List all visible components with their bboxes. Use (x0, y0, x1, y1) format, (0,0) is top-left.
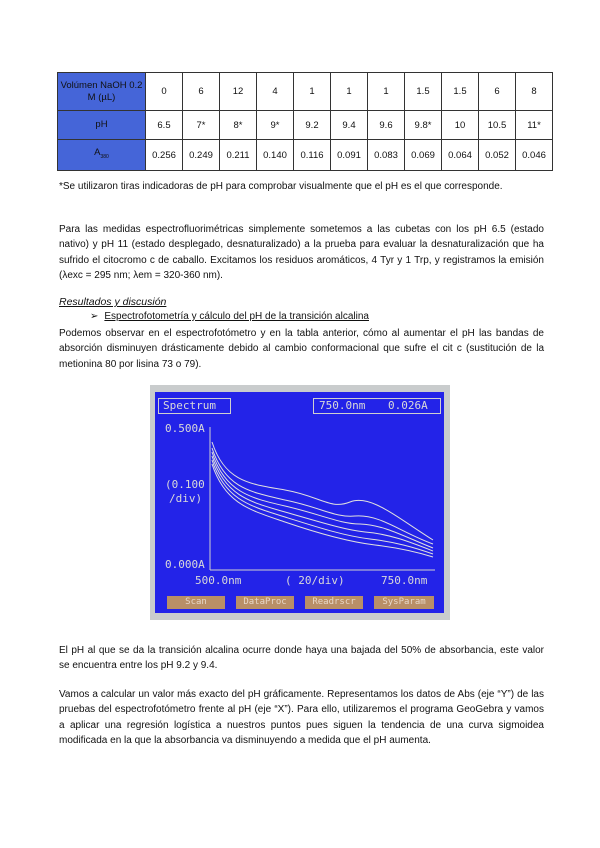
footnote: *Se utilizaron tiras indicadoras de pH para comprobar visualmente que el pH es el que corresponde. (59, 181, 503, 192)
table-cell: 8* (220, 111, 257, 140)
spectrometer-screen (155, 392, 444, 613)
method-paragraph: Vamos a calcular un valor más exacto del pH gráficamente. Representamos los datos de Abs (eje “Y”) de las pruebas del espectrofotómetro frente al pH (eje “X”). Para ello, utilizaremos el programa GeoGebra y vamos a aplicar una regresión logística a nuestros puntos pues siguen la tendencia de una curva sigmoidea modificada en la que la absorbancia va disminuyendo a medida que el pH aumenta. (59, 689, 544, 746)
table-cell: 4 (257, 73, 294, 111)
data-table (57, 72, 553, 171)
table-cell: 8 (516, 73, 553, 111)
absorbance-readout: 0.026A (388, 399, 428, 412)
table-cell: 12 (220, 73, 257, 111)
table-cell: 1 (331, 73, 368, 111)
row-header-absorbance: $A_{380}$ (58, 140, 146, 171)
table-cell: 0.091 (331, 140, 368, 171)
table-cell: 1 (368, 73, 405, 111)
bullet-arrow-icon: ➢ (90, 311, 99, 322)
data-proc-button[interactable]: DataProc (236, 596, 294, 609)
table-cell: 0.083 (368, 140, 405, 171)
table-cell: 6 (479, 73, 516, 111)
table-cell: 1 (294, 73, 331, 111)
spectrum-curve (212, 456, 433, 551)
table-cell: 0.052 (479, 140, 516, 171)
table-cell: 9.8* (405, 111, 442, 140)
section-heading: Resultados y discusión (59, 296, 167, 308)
results-paragraph: Podemos observar en el espectrofotómetro y en la tabla anterior, cómo al aumentar el pH las bandas de absorción disminuyen drásticamente debido al cambio conformacional que sufre el cit c (sustitución de la metionina 80 por lisina 73 o 79). (59, 328, 544, 370)
table-cell: 0.211 (220, 140, 257, 171)
x-axis-scale-label: ( 20/div) (285, 574, 345, 587)
readrscr-button[interactable]: Readrscr (305, 596, 363, 609)
table-cell: 7* (183, 111, 220, 140)
screen-title: Spectrum (163, 399, 216, 412)
spectrum-curve (212, 448, 433, 544)
intro-paragraph: Para las medidas espectrofluorimétricas simplemente sometemos a las cubetas con los pH 6.5 (estado nativo) y pH 11 (estado desplegado, desnaturalizado) a la prueba para evaluar la desnaturalización que ha sufrido el citocromo c de caballo. Excitamos los residuos aromáticos, 4 Tyr y 1 Trp, y registramos la emisión (λexc = 295 nm; λem = 320-360 nm). (59, 224, 544, 281)
table-cell: 0.256 (146, 140, 183, 171)
table-cell: 10.5 (479, 111, 516, 140)
table-cell: 9.4 (331, 111, 368, 140)
row-header-ph: pH (58, 111, 146, 140)
table-cell: 9.6 (368, 111, 405, 140)
scan-button[interactable]: Scan (167, 596, 225, 609)
transition-paragraph: El pH al que se da la transición alcalina ocurre donde haya una bajada del 50% de absorbancia, este valor se encuentra entre los pH 9.2 y 9.4. (59, 645, 544, 672)
row-header-volume: Volúmen NaOH 0.2 M (µL) (58, 73, 146, 111)
table-cell: 6.5 (146, 111, 183, 140)
table-cell: 0.116 (294, 140, 331, 171)
subsection-heading (90, 311, 369, 322)
table-cell: 11* (516, 111, 553, 140)
table-cell: 1.5 (405, 73, 442, 111)
spectrum-curve (212, 442, 433, 540)
y-axis-scale-label: (0.100 (165, 478, 205, 491)
table-row-absorbance (58, 140, 553, 171)
y-axis-top-label: 0.500A (165, 422, 205, 435)
y-axis-scale-unit: /div) (169, 492, 203, 505)
table-cell: 0.249 (183, 140, 220, 171)
sys-param-button[interactable]: SysParam (374, 596, 434, 609)
x-axis-left-label: 500.0nm (195, 574, 242, 587)
table-row-ph (58, 111, 553, 140)
table-cell: 0 (146, 73, 183, 111)
y-axis-bottom-label: 0.000A (165, 558, 205, 571)
table-cell: 0.046 (516, 140, 553, 171)
x-axis-right-label: 750.0nm (381, 574, 428, 587)
table-cell: 9* (257, 111, 294, 140)
table-row-volume (58, 73, 553, 111)
table-cell: 1.5 (442, 73, 479, 111)
table-cell: 0.140 (257, 140, 294, 171)
table-cell: 10 (442, 111, 479, 140)
table-cell: 6 (183, 73, 220, 111)
table-cell: 0.064 (442, 140, 479, 171)
table-cell: 0.069 (405, 140, 442, 171)
wavelength-readout: 750.0nm (319, 399, 366, 412)
subsection-heading-text: Espectrofotometría y cálculo del pH de la transición alcalina (104, 311, 369, 322)
table-cell: 9.2 (294, 111, 331, 140)
